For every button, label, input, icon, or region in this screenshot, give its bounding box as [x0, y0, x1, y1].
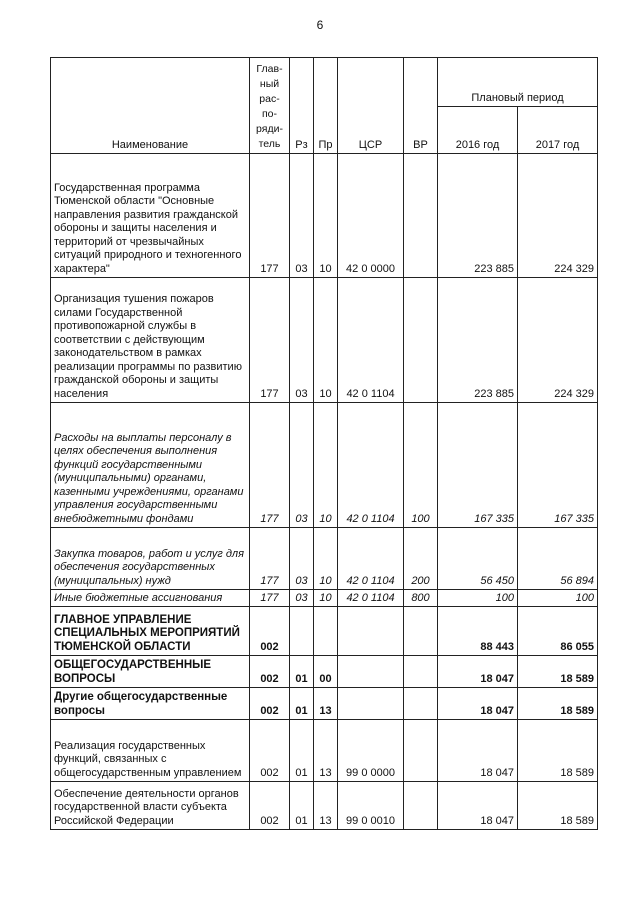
row-rz: 01: [290, 688, 314, 720]
table-row: [51, 688, 598, 720]
header-pr: Пр: [314, 58, 338, 154]
row-2016: 56 450: [438, 528, 518, 590]
row-name: ГЛАВНОЕ УПРАВЛЕНИЕ СПЕЦИАЛЬНЫХ МЕРОПРИЯТИЙ ТЮМЕНСКОЙ ОБЛАСТИ: [51, 607, 250, 656]
row-2017: 18 589: [518, 782, 598, 830]
row-glavny: 177: [250, 154, 290, 278]
table-row: [51, 656, 598, 688]
row-glavny: 002: [250, 720, 290, 782]
row-pr: [314, 607, 338, 656]
row-rz: 01: [290, 782, 314, 830]
row-vr: 100: [404, 403, 438, 528]
row-csr: [338, 607, 404, 656]
row-name: Расходы на выплаты персоналу в целях обеспечения выполнения функций государственными (муниципальными) органами, казенными учреждениями, органами управления государственными внебюджетными фондами: [51, 403, 250, 528]
row-pr: 10: [314, 528, 338, 590]
row-rz: 03: [290, 403, 314, 528]
row-2017: 167 335: [518, 403, 598, 528]
header-name: Наименование: [51, 58, 250, 154]
row-rz: 03: [290, 154, 314, 278]
row-pr: 10: [314, 403, 338, 528]
row-2016: 18 047: [438, 688, 518, 720]
table-row: [51, 782, 598, 830]
row-name: ОБЩЕГОСУДАРСТВЕННЫЕ ВОПРОСЫ: [51, 656, 250, 688]
row-csr: 42 0 1104: [338, 403, 404, 528]
header-plan-period: Плановый период: [438, 58, 598, 107]
row-rz: 01: [290, 720, 314, 782]
table-row: [51, 528, 598, 590]
header-year-2017: 2017 год: [518, 107, 598, 154]
row-vr: [404, 688, 438, 720]
row-pr: 13: [314, 782, 338, 830]
header-year-2016: 2016 год: [438, 107, 518, 154]
row-glavny: 177: [250, 403, 290, 528]
row-glavny: 177: [250, 278, 290, 403]
row-vr: [404, 720, 438, 782]
row-name: Закупка товаров, работ и услуг для обеспечения государственных (муниципальных) нужд: [51, 528, 250, 590]
row-vr: 200: [404, 528, 438, 590]
table-row: [51, 154, 598, 278]
row-csr: 42 0 1104: [338, 278, 404, 403]
table-row: [51, 590, 598, 607]
row-2016: 88 443: [438, 607, 518, 656]
row-2016: 18 047: [438, 720, 518, 782]
row-2016: 100: [438, 590, 518, 607]
row-2017: 224 329: [518, 154, 598, 278]
row-name: Реализация государственных функций, связанных с общегосударственным управлением: [51, 720, 250, 782]
row-vr: [404, 154, 438, 278]
table-row: [51, 278, 598, 403]
row-glavny: 002: [250, 782, 290, 830]
page-number: 6: [316, 18, 324, 32]
row-2017: 100: [518, 590, 598, 607]
row-name: Государственная программа Тюменской области "Основные направления развития гражданской обороны и защиты населения и территорий от чрезвычайных ситуаций природного и техногенного характера": [51, 154, 250, 278]
row-2017: 56 894: [518, 528, 598, 590]
budget-table: [50, 57, 598, 830]
row-vr: [404, 656, 438, 688]
row-glavny: 002: [250, 688, 290, 720]
row-2016: 223 885: [438, 154, 518, 278]
row-name: Организация тушения пожаров силами Государственной противопожарной службы в соответствии с действующим законодательством в рамках реализации программы по развитию гражданской обороны и защиты населения: [51, 278, 250, 403]
table-row: [51, 403, 598, 528]
row-2017: 224 329: [518, 278, 598, 403]
row-csr: [338, 656, 404, 688]
row-csr: 42 0 0000: [338, 154, 404, 278]
row-rz: [290, 607, 314, 656]
row-2017: 86 055: [518, 607, 598, 656]
row-name: Другие общегосударственные вопросы: [51, 688, 250, 720]
row-pr: 10: [314, 278, 338, 403]
row-csr: 42 0 1104: [338, 528, 404, 590]
row-2017: 18 589: [518, 688, 598, 720]
row-rz: 03: [290, 590, 314, 607]
row-2017: 18 589: [518, 656, 598, 688]
row-pr: 10: [314, 590, 338, 607]
row-glavny: 177: [250, 590, 290, 607]
row-2017: 18 589: [518, 720, 598, 782]
row-vr: [404, 607, 438, 656]
row-csr: 99 0 0010: [338, 782, 404, 830]
row-pr: 00: [314, 656, 338, 688]
header-glavny: Глав- ный рас- по- ряди- тель: [250, 58, 290, 154]
row-2016: 167 335: [438, 403, 518, 528]
row-name: Иные бюджетные ассигнования: [51, 590, 250, 607]
row-vr: [404, 782, 438, 830]
row-glavny: 002: [250, 607, 290, 656]
table-row: [51, 720, 598, 782]
header-rz: Рз: [290, 58, 314, 154]
row-pr: 13: [314, 688, 338, 720]
row-name: Обеспечение деятельности органов государственной власти субъекта Российской Федерации: [51, 782, 250, 830]
row-pr: 13: [314, 720, 338, 782]
row-vr: 800: [404, 590, 438, 607]
row-rz: 03: [290, 278, 314, 403]
header-vr: ВР: [404, 58, 438, 154]
row-csr: 42 0 1104: [338, 590, 404, 607]
row-rz: 03: [290, 528, 314, 590]
header-csr: ЦСР: [338, 58, 404, 154]
row-2016: 18 047: [438, 782, 518, 830]
row-csr: [338, 688, 404, 720]
row-2016: 223 885: [438, 278, 518, 403]
table-row: [51, 607, 598, 656]
row-glavny: 177: [250, 528, 290, 590]
row-pr: 10: [314, 154, 338, 278]
row-glavny: 002: [250, 656, 290, 688]
row-vr: [404, 278, 438, 403]
row-csr: 99 0 0000: [338, 720, 404, 782]
row-rz: 01: [290, 656, 314, 688]
row-2016: 18 047: [438, 656, 518, 688]
